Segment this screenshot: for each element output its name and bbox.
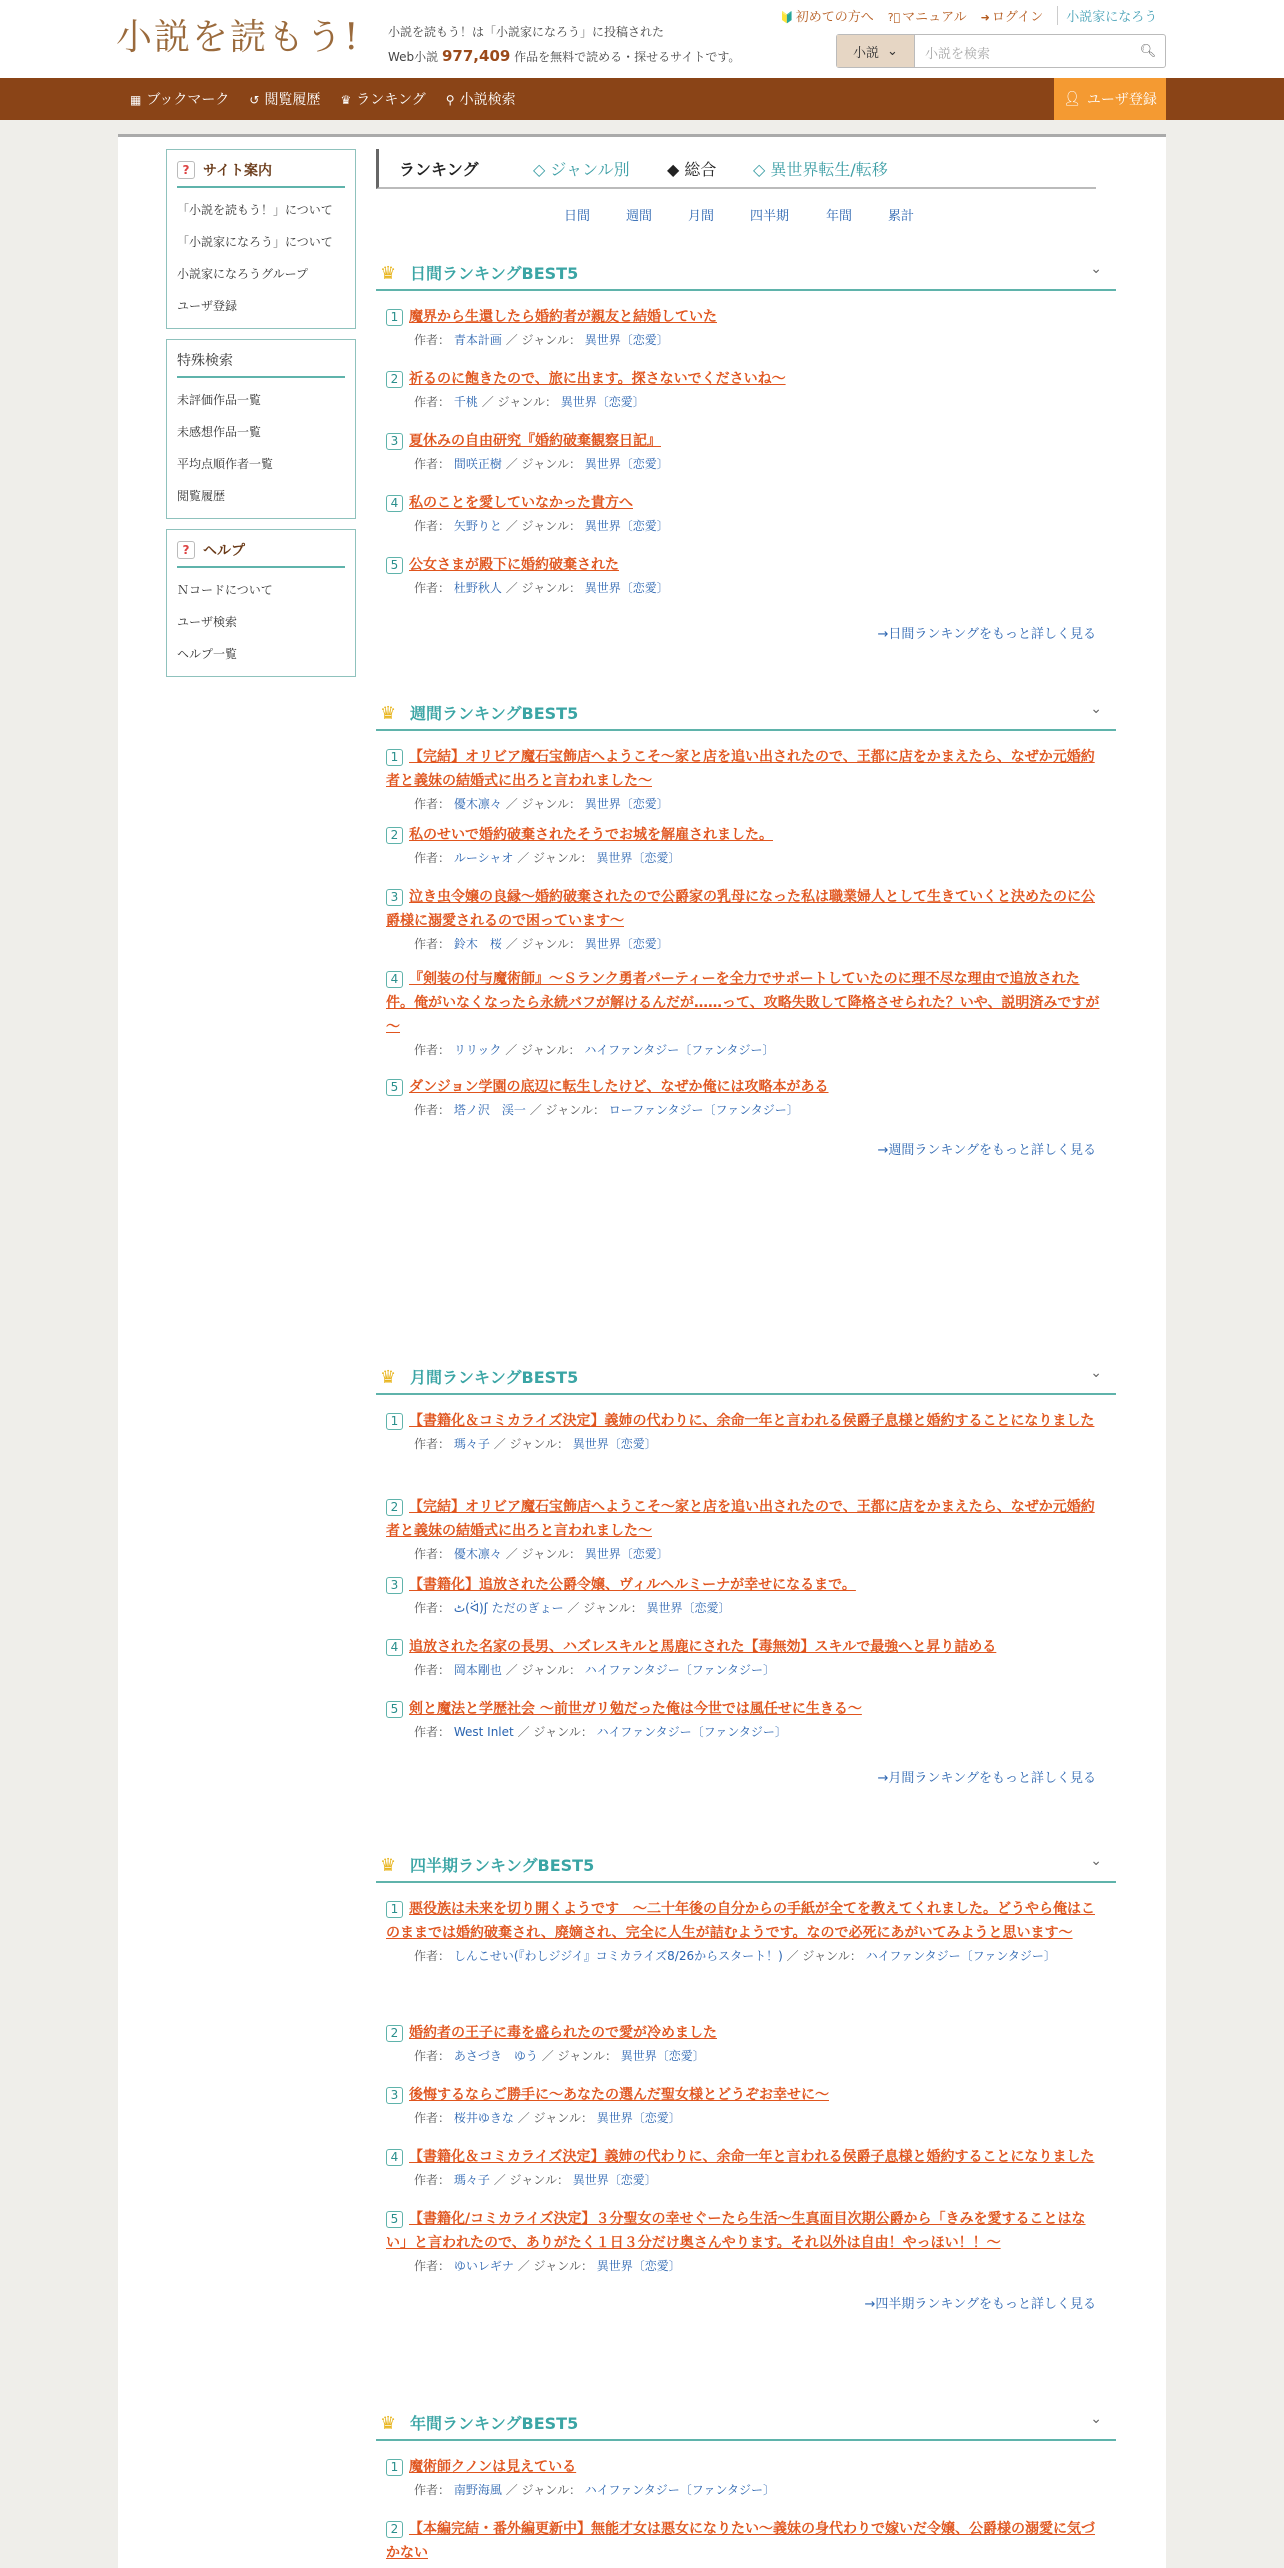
genre-label: ／ ジャンル： xyxy=(493,1437,569,1451)
more-ranking-link[interactable]: →週間ランキングをもっと詳しく見る xyxy=(877,1143,1096,1158)
rank-number: 4 xyxy=(386,2149,403,2166)
sidebar-guide-title xyxy=(177,156,345,188)
sidebar-help-title-text: ヘルプ xyxy=(203,543,245,559)
rank-number: 3 xyxy=(386,889,403,906)
author-link[interactable]: 杜野秋人 xyxy=(453,581,502,595)
bookmark-icon: ▦ xyxy=(130,93,142,107)
genre-label: ／ ジャンル： xyxy=(481,395,557,409)
crown-icon: ♛ xyxy=(380,1367,397,1388)
author-link[interactable]: West Inlet xyxy=(453,1725,514,1739)
author-link[interactable]: ゆいレギナ xyxy=(453,2259,514,2273)
more-ranking-link[interactable]: →月間ランキングをもっと詳しく見る xyxy=(877,1771,1096,1786)
genre-label: ／ ジャンル： xyxy=(541,2049,617,2063)
site-tagline xyxy=(388,20,740,69)
ranking-section-title: 月間ランキングBEST5 xyxy=(410,1368,579,1387)
sidebar-item-no-impressions[interactable]: 未感想作品一覧 xyxy=(177,425,262,439)
novel-title-link[interactable]: 悪役族は未来を切り開くようです ～二十年後の自分からの手紙が全てを教えてくれました。どうやら俺はこのままでは婚約破棄され、廃嫡され、完全に人生が詰むようです。なので必死にあがいてみようと思います～ xyxy=(386,1901,1095,1941)
genre-link[interactable]: ローファンタジー〔ファンタジー〕 xyxy=(608,1103,799,1117)
search-button[interactable] xyxy=(1131,35,1165,67)
sidebar-item-narou-group[interactable]: 小説家になろうグループ xyxy=(177,267,309,281)
novel-title-link[interactable]: 剣と魔法と学歴社会 〜前世ガリ勉だった俺は今世では風任せに生きる〜 xyxy=(409,1701,862,1717)
rank-number: 4 xyxy=(386,971,403,988)
sidebar-item-user-search[interactable]: ユーザ検索 xyxy=(177,615,238,629)
ranking-item xyxy=(386,1635,1106,1681)
novel-meta xyxy=(414,1039,1106,1061)
novel-title-link[interactable]: 魔術師クノンは見えている xyxy=(409,2459,577,2475)
novel-meta xyxy=(414,1597,1106,1619)
ranking-section-header[interactable] xyxy=(376,695,1116,731)
author-label: 作者： xyxy=(414,519,451,533)
author-link[interactable]: 瑪々子 xyxy=(453,1437,490,1451)
nav-history[interactable] xyxy=(249,89,320,109)
sidebar-special xyxy=(166,339,356,519)
ranking-section-title: 日間ランキングBEST5 xyxy=(410,264,579,283)
top-links xyxy=(780,6,1166,25)
genre-link[interactable]: 異世界〔恋愛〕 xyxy=(560,395,645,409)
author-label: 作者： xyxy=(414,1103,451,1117)
novel-title-link[interactable]: 公女さまが殿下に婚約破棄された xyxy=(409,557,619,573)
genre-label: ／ ジャンル： xyxy=(505,1043,581,1057)
ranking-section xyxy=(376,1359,1116,1797)
nav-bookmark-label: ブックマーク xyxy=(146,92,230,108)
tab-genre[interactable]: ◇ ジャンル別 xyxy=(533,160,630,179)
chevron-down-icon[interactable]: ⌄ xyxy=(1090,701,1102,717)
tab-ranking[interactable]: ランキング xyxy=(399,160,479,179)
sidebar-special-title: 特殊検索 xyxy=(177,346,345,378)
genre-label: ／ ジャンル： xyxy=(517,1725,593,1739)
author-link[interactable]: 瑪々子 xyxy=(453,2173,490,2187)
search-icon: 🔍︎ xyxy=(1139,43,1157,59)
sidebar-item-about-narou[interactable]: 「小説家になろう」について xyxy=(177,235,333,249)
crown-icon: ♛ xyxy=(380,1855,397,1876)
user-icon: 👤︎ xyxy=(1063,91,1081,107)
genre-link[interactable]: 異世界〔恋愛〕 xyxy=(584,519,669,533)
ranking-item xyxy=(386,823,1106,869)
genre-link[interactable]: ハイファンタジー〔ファンタジー〕 xyxy=(584,1663,775,1677)
period-links xyxy=(376,205,1096,229)
ranking-section xyxy=(376,255,1116,653)
author-label: 作者： xyxy=(414,797,451,811)
genre-label: ／ ジャンル： xyxy=(529,1103,605,1117)
chevron-down-icon[interactable]: ⌄ xyxy=(1090,1365,1102,1381)
crown-icon: ♛ xyxy=(380,703,397,724)
ranking-item xyxy=(386,429,1106,475)
novel-meta xyxy=(414,1721,1106,1743)
genre-link[interactable]: 異世界〔恋愛〕 xyxy=(572,2173,657,2187)
search-type-value: 小説 xyxy=(853,45,880,61)
novel-title-link[interactable]: 【書籍化＆コミカライズ決定】義姉の代わりに、余命一年と言われる侯爵子息様と婚約することになりました xyxy=(409,2149,1095,2165)
novel-meta xyxy=(414,391,1106,413)
ranking-item xyxy=(386,1075,1106,1121)
novel-meta xyxy=(414,933,1106,955)
genre-label: ／ ジャンル： xyxy=(517,2259,593,2273)
ranking-item xyxy=(386,1897,1106,1967)
question-icon: ? xyxy=(177,161,195,179)
author-label: 作者： xyxy=(414,1043,451,1057)
novel-meta xyxy=(414,1945,1106,1967)
sidebar-help xyxy=(166,529,356,677)
genre-label: ／ ジャンル： xyxy=(505,797,581,811)
author-link[interactable]: あさづき ゆう xyxy=(453,2049,538,2063)
ranking-item xyxy=(386,885,1106,955)
nav-search-label: 小説検索 xyxy=(459,92,516,108)
beginner-icon: 🔰 xyxy=(780,11,794,24)
author-label: 作者： xyxy=(414,2049,451,2063)
author-label: 作者： xyxy=(414,581,451,595)
rank-number: 3 xyxy=(386,433,403,450)
novel-meta xyxy=(414,2169,1106,2191)
period-daily[interactable]: 日間 xyxy=(564,209,591,224)
genre-link[interactable]: 異世界〔恋愛〕 xyxy=(584,333,669,347)
genre-label: ／ ジャンル： xyxy=(505,457,581,471)
ranking-item xyxy=(386,1409,1106,1455)
novel-title-link[interactable]: 魔界から生還したら婚約者が親友と結婚していた xyxy=(409,309,717,325)
ranking-section-title: 年間ランキングBEST5 xyxy=(410,2414,579,2433)
novel-title-link[interactable]: 夏休みの自由研究『婚約破棄観察日記』 xyxy=(409,433,661,449)
author-label: 作者： xyxy=(414,1547,451,1561)
rank-number: 1 xyxy=(386,2459,403,2476)
ranking-item xyxy=(386,745,1106,815)
period-monthly[interactable]: 月間 xyxy=(688,209,715,224)
nav-history-label: 閲覧履歴 xyxy=(264,92,321,108)
genre-link[interactable]: 異世界〔恋愛〕 xyxy=(596,2259,681,2273)
ranking-item xyxy=(386,967,1106,1061)
novel-title-link[interactable]: 婚約者の王子に毒を盛られたので愛が冷めました xyxy=(409,2025,717,2041)
author-link[interactable]: 青本計画 xyxy=(453,333,502,347)
author-link[interactable]: 岡本剛也 xyxy=(453,1663,502,1677)
novel-title-link[interactable]: 【完結】オリビア魔石宝飾店へようこそ～家と店を追い出されたので、王都に店をかまえたら、なぜか元婚約者と義妹の結婚式に出ろと言われました～ xyxy=(386,749,1095,789)
ranking-section xyxy=(376,695,1116,1169)
ranking-item xyxy=(386,491,1106,537)
rank-number: 2 xyxy=(386,1499,403,1516)
genre-link[interactable]: 異世界〔恋愛〕 xyxy=(646,1601,731,1615)
author-link[interactable]: ٹ(ᐛ)ʃ ただのぎょー xyxy=(453,1601,564,1615)
period-yearly[interactable]: 年間 xyxy=(826,209,853,224)
author-link[interactable]: リリック xyxy=(453,1043,502,1057)
genre-label: ／ ジャンル： xyxy=(505,333,581,347)
rank-number: 5 xyxy=(386,1701,403,1718)
ranking-item xyxy=(386,1697,1106,1743)
login-label: ログイン xyxy=(991,10,1044,25)
sidebar-item-unrated[interactable]: 未評価作品一覧 xyxy=(177,393,262,407)
login-icon: ➜ xyxy=(980,11,990,24)
author-link[interactable]: 桜井ゆきな xyxy=(453,2111,514,2125)
novel-meta xyxy=(414,577,1106,599)
main-nav xyxy=(0,78,1284,120)
login-link[interactable] xyxy=(981,6,1044,25)
genre-link[interactable]: ハイファンタジー〔ファンタジー〕 xyxy=(584,1043,775,1057)
novel-title-link[interactable]: 『剣装の付与魔術師』～Ｓランク勇者パーティーを全力でサポートしていたのに理不尽な理由で追放された件。俺がいなくなったら永続バフが解けるんだが……って、攻略失敗して降格させられた？いや、説明済みですが～ xyxy=(386,971,1100,1035)
author-label: 作者： xyxy=(414,2173,451,2187)
ranking-item xyxy=(386,2083,1106,2129)
question-icon: ? xyxy=(177,541,195,559)
site-header xyxy=(0,0,1284,78)
author-link[interactable]: 優木凛々 xyxy=(453,797,502,811)
ranking-section-title: 週間ランキングBEST5 xyxy=(410,704,579,723)
rank-number: 2 xyxy=(386,2521,403,2538)
novel-meta xyxy=(414,1543,1106,1565)
nav-bookmark[interactable] xyxy=(130,89,229,109)
ranking-section xyxy=(376,2405,1116,2568)
genre-label: ／ ジャンル： xyxy=(786,1949,862,1963)
chevron-down-icon[interactable]: ⌄ xyxy=(1090,261,1102,277)
chevron-down-icon[interactable]: ⌄ xyxy=(1090,1853,1102,1869)
ranking-item xyxy=(386,1573,1106,1619)
sidebar-item-user-register[interactable]: ユーザ登録 xyxy=(177,299,238,313)
ranking-item xyxy=(386,2455,1106,2501)
author-label: 作者： xyxy=(414,2111,451,2125)
tagline-suffix: 作品を無料で読める・探せるサイトです。 xyxy=(514,50,741,64)
author-link[interactable]: 間咲正樹 xyxy=(453,457,502,471)
author-link[interactable]: しんこせい(『わしジジイ』コミカライズ8/26からスタート！) xyxy=(453,1949,783,1963)
search-type-select[interactable] xyxy=(837,35,915,67)
genre-label: ／ ジャンル： xyxy=(517,2111,593,2125)
rank-number: 1 xyxy=(386,309,403,326)
ranking-section-header[interactable] xyxy=(376,1847,1116,1883)
chevron-down-icon: ⌄ xyxy=(887,43,898,59)
genre-label: ／ ジャンル： xyxy=(505,581,581,595)
tagline-prefix: Web小説 xyxy=(388,50,439,64)
author-link[interactable]: 南野海風 xyxy=(453,2483,502,2497)
novel-meta xyxy=(414,515,1106,537)
genre-link[interactable]: 異世界〔恋愛〕 xyxy=(596,851,681,865)
search-input[interactable]: 小説を検索 xyxy=(925,47,991,62)
genre-link[interactable]: 異世界〔恋愛〕 xyxy=(584,797,669,811)
author-label: 作者： xyxy=(414,1949,451,1963)
genre-link[interactable]: ハイファンタジー〔ファンタジー〕 xyxy=(865,1949,1056,1963)
search-icon: ⚲ xyxy=(445,93,455,107)
sidebar-item-avg-authors[interactable]: 平均点順作者一覧 xyxy=(177,457,274,471)
author-link[interactable]: 矢野りと xyxy=(453,519,502,533)
history-icon: ↺ xyxy=(249,93,260,107)
manual-link[interactable] xyxy=(888,6,967,25)
nav-ranking[interactable] xyxy=(340,89,425,109)
period-total[interactable]: 累計 xyxy=(888,209,915,224)
first-time-label: 初めての方へ xyxy=(795,10,874,25)
novel-title-link[interactable]: 私のことを愛していなかった貴方へ xyxy=(409,495,633,511)
novel-meta xyxy=(414,2255,1106,2277)
chevron-down-icon[interactable]: ⌄ xyxy=(1090,2411,1102,2427)
sidebar-item-history[interactable]: 閲覧履歴 xyxy=(177,489,226,503)
more-ranking-link[interactable]: →日間ランキングをもっと詳しく見る xyxy=(877,627,1096,642)
rank-number: 5 xyxy=(386,1079,403,1096)
ranking-section-header[interactable] xyxy=(376,1359,1116,1395)
author-label: 作者： xyxy=(414,1725,451,1739)
genre-link[interactable]: 異世界〔恋愛〕 xyxy=(572,1437,657,1451)
rank-number: 2 xyxy=(386,2025,403,2042)
genre-label: ／ ジャンル： xyxy=(505,1663,581,1677)
rank-number: 5 xyxy=(386,557,403,574)
author-link[interactable]: 千桃 xyxy=(453,395,478,409)
genre-label: ／ ジャンル： xyxy=(493,2173,569,2187)
author-link[interactable]: 塔ノ沢 渓一 xyxy=(453,1103,526,1117)
crown-icon: ♛ xyxy=(380,263,397,284)
novel-title-link[interactable]: 【本編完結・番外編更新中】無能才女は悪女になりたい～義妹の身代わりで嫁いだ令嬢、公爵様の溺愛に気づかない xyxy=(386,2521,1095,2561)
user-register-label: ユーザ登録 xyxy=(1086,92,1157,108)
novel-meta xyxy=(414,2045,1106,2067)
tab-isekai[interactable]: ◇ 異世界転生/転移 xyxy=(753,160,888,179)
novel-meta xyxy=(414,2107,1106,2129)
ranking-item xyxy=(386,553,1106,599)
novel-meta xyxy=(414,1099,1106,1121)
sidebar-guide-title-text: サイト案内 xyxy=(203,163,273,179)
genre-link[interactable]: ハイファンタジー〔ファンタジー〕 xyxy=(596,1725,787,1739)
ranking-item xyxy=(386,2207,1106,2277)
author-link[interactable]: 鈴木 桜 xyxy=(453,937,502,951)
ranking-item xyxy=(386,2021,1106,2067)
rank-number: 4 xyxy=(386,495,403,512)
genre-label: ／ ジャンル： xyxy=(505,519,581,533)
rank-number: 4 xyxy=(386,1639,403,1656)
genre-link[interactable]: 異世界〔恋愛〕 xyxy=(584,581,669,595)
ranking-item xyxy=(386,2145,1106,2191)
ranking-item xyxy=(386,1495,1106,1565)
novel-meta xyxy=(414,1433,1106,1455)
author-label: 作者： xyxy=(414,1663,451,1677)
user-register-button[interactable] xyxy=(1054,78,1166,120)
rank-number: 3 xyxy=(386,2087,403,2104)
genre-link[interactable]: 異世界〔恋愛〕 xyxy=(620,2049,705,2063)
novel-title-link[interactable]: 【書籍化/コミカライズ決定】３分聖女の幸せぐーたら生活〜生真面目次期公爵から「きみを愛することはない」と言われたので、ありがたく１日３分だけ奥さんやります。それ以外は自由！やっほい！！〜 xyxy=(386,2211,1086,2251)
genre-label: ／ ジャンル： xyxy=(505,937,581,951)
novel-meta xyxy=(414,329,1106,351)
nav-ranking-label: ランキング xyxy=(356,92,426,108)
main-content xyxy=(118,134,1166,2568)
author-label: 作者： xyxy=(414,937,451,951)
genre-label: ／ ジャンル： xyxy=(517,851,593,865)
sidebar-guide xyxy=(166,149,356,329)
novel-meta xyxy=(414,1659,1106,1681)
sidebar-item-ncode[interactable]: Ｎコードについて xyxy=(177,583,273,597)
genre-link[interactable]: 異世界〔恋愛〕 xyxy=(584,1547,669,1561)
tagline-line2 xyxy=(388,44,740,69)
rank-number: 2 xyxy=(386,371,403,388)
novel-title-link[interactable]: ダンジョン学園の底辺に転生したけど、なぜか俺には攻略本がある xyxy=(409,1079,829,1095)
genre-link[interactable]: ハイファンタジー〔ファンタジー〕 xyxy=(584,2483,775,2497)
ranking-item xyxy=(386,305,1106,351)
novel-meta xyxy=(414,2479,1106,2501)
question-icon: ?⃝ xyxy=(887,11,901,24)
author-link[interactable]: 優木凛々 xyxy=(453,1547,502,1561)
novel-title-link[interactable]: 泣き虫令嬢の良縁〜婚約破棄されたので公爵家の乳母になった私は職業婦人として生きていくと決めたのに公爵様に溺愛されるので困っています〜 xyxy=(386,889,1095,929)
period-quarterly[interactable]: 四半期 xyxy=(750,209,790,224)
novel-title-link[interactable]: 私のせいで婚約破棄されたそうでお城を解雇されました。 xyxy=(409,827,773,843)
genre-label: ／ ジャンル： xyxy=(505,2483,581,2497)
author-label: 作者： xyxy=(414,2259,451,2273)
rank-number: 3 xyxy=(386,1577,403,1594)
rank-number: 1 xyxy=(386,1413,403,1430)
work-count: 977,409 xyxy=(442,47,511,65)
novel-meta xyxy=(414,847,1106,869)
novel-title-link[interactable]: 追放された名家の長男、ハズレスキルと馬鹿にされた【毒無効】スキルで最強へと昇り詰める xyxy=(409,1639,997,1655)
novel-title-link[interactable]: 祈るのに飽きたので、旅に出ます。探さないでくださいね～ xyxy=(409,371,786,387)
novel-title-link[interactable]: 【完結】オリビア魔石宝飾店へようこそ～家と店を追い出されたので、王都に店をかまえたら、なぜか元婚約者と義妹の結婚式に出ろと言われました～ xyxy=(386,1499,1095,1539)
ranking-section-title: 四半期ランキングBEST5 xyxy=(410,1856,595,1875)
author-label: 作者： xyxy=(414,395,451,409)
author-label: 作者： xyxy=(414,457,451,471)
tagline-line1: 小説を読もう！は「小説家になろう」に投稿された xyxy=(388,25,665,39)
author-label: 作者： xyxy=(414,1437,451,1451)
tab-total[interactable]: ◆ 総合 xyxy=(667,160,717,179)
manual-label: マニュアル xyxy=(902,10,967,25)
crown-icon: ♛ xyxy=(340,93,352,107)
sidebar-item-about-yomou[interactable]: 「小説を読もう！」について xyxy=(177,203,333,217)
author-label: 作者： xyxy=(414,333,451,347)
ranking-section-header[interactable] xyxy=(376,2405,1116,2441)
genre-label: ／ ジャンル： xyxy=(567,1601,643,1615)
ranking-item xyxy=(386,367,1106,413)
ranking-section-header[interactable] xyxy=(376,255,1116,291)
search-bar xyxy=(836,34,1166,68)
nav-search[interactable] xyxy=(446,89,516,109)
novel-meta xyxy=(414,793,1106,815)
site-logo[interactable]: 小説を読もう! xyxy=(116,17,361,58)
genre-link[interactable]: 異世界〔恋愛〕 xyxy=(584,457,669,471)
ranking-tabs xyxy=(376,149,1096,189)
rank-number: 5 xyxy=(386,2211,403,2228)
genre-label: ／ ジャンル： xyxy=(505,1547,581,1561)
novel-title-link[interactable]: 【書籍化＆コミカライズ決定】義姉の代わりに、余命一年と言われる侯爵子息様と婚約することになりました xyxy=(409,1413,1095,1429)
rank-number: 1 xyxy=(386,749,403,766)
novel-meta xyxy=(414,453,1106,475)
novel-title-link[interactable]: 後悔するならご勝手に～あなたの選んだ聖女様とどうぞお幸せに～ xyxy=(409,2087,829,2103)
sidebar-item-help-list[interactable]: ヘルプ一覧 xyxy=(177,647,238,661)
period-weekly[interactable]: 週間 xyxy=(626,209,653,224)
author-label: 作者： xyxy=(414,2483,451,2497)
rank-number: 1 xyxy=(386,1901,403,1918)
author-link[interactable]: ルーシャオ xyxy=(453,851,514,865)
first-time-link[interactable] xyxy=(780,6,874,25)
author-label: 作者： xyxy=(414,851,451,865)
genre-link[interactable]: 異世界〔恋愛〕 xyxy=(596,2111,681,2125)
rank-number: 2 xyxy=(386,827,403,844)
novel-title-link[interactable]: 【書籍化】追放された公爵令嬢、ヴィルヘルミーナが幸せになるまで。 xyxy=(409,1577,856,1593)
sidebar-help-title xyxy=(177,536,345,568)
ranking-section xyxy=(376,1847,1116,2323)
author-label: 作者： xyxy=(414,1601,451,1615)
crown-icon: ♛ xyxy=(380,2413,397,2434)
more-ranking-link[interactable]: →四半期ランキングをもっと詳しく見る xyxy=(864,2297,1096,2312)
genre-link[interactable]: 異世界〔恋愛〕 xyxy=(584,937,669,951)
ranking-item xyxy=(386,2517,1106,2565)
narou-brand-link[interactable]: 小説家になろう xyxy=(1057,6,1157,25)
